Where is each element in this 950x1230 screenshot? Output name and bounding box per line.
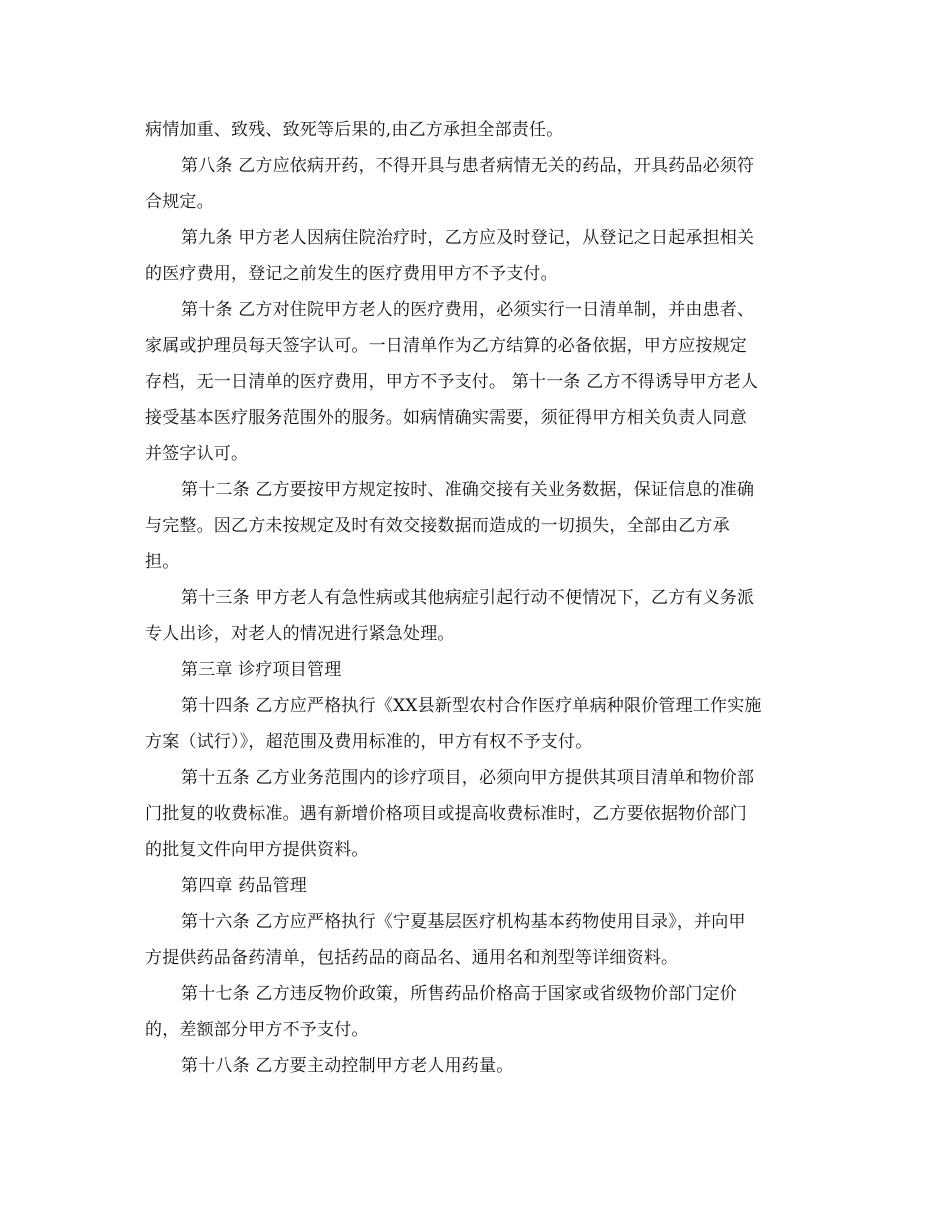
text-line: 的批复文件向甲方提供资料。 <box>145 840 369 860</box>
text-line: 第四章 药品管理 <box>181 876 308 896</box>
text-line: 存档，无一日清单的医疗费用，甲方不予支付。 第十一条 乙方不得诱导甲方老人 <box>145 372 759 392</box>
text-line: 专人出诊，对老人的情况进行紧急处理。 <box>145 624 455 644</box>
text-line: 第十四条 乙方应严格执行《XX县新型农村合作医疗单病种限价管理工作实施 <box>181 696 762 716</box>
text-line: 的医疗费用，登记之前发生的医疗费用甲方不予支付。 <box>145 264 558 284</box>
text-line: 家属或护理员每天签字认可。一日清单作为乙方结算的必备依据，甲方应按规定 <box>145 336 747 356</box>
text-line: 第十条 乙方对住院甲方老人的医疗费用，必须实行一日清单制，并由患者、 <box>181 300 755 320</box>
text-line: 方提供药品备药清单，包括药品的商品名、通用名和剂型等详细资料。 <box>145 948 679 968</box>
text-line: 门批复的收费标准。遇有新增价格项目或提高收费标准时，乙方要依据物价部门 <box>145 804 747 824</box>
text-line: 病情加重、致残、致死等后果的,由乙方承担全部责任。 <box>145 120 564 140</box>
text-line: 第十六条 乙方应严格执行《宁夏基层医疗机构基本药物使用目录》，并向甲 <box>181 912 746 932</box>
text-line: 担。 <box>145 552 180 572</box>
text-line: 与完整。因乙方未按规定及时有效交接数据而造成的一切损失，全部由乙方承 <box>145 516 730 536</box>
text-line: 的，差额部分甲方不予支付。 <box>145 1020 369 1040</box>
text-line: 合规定。 <box>145 192 214 212</box>
text-line: 第十三条 甲方老人有急性病或其他病症引起行动不便情况下，乙方有义务派 <box>181 588 755 608</box>
text-line: 并签字认可。 <box>145 444 249 464</box>
text-line: 第九条 甲方老人因病住院治疗时，乙方应及时登记，从登记之日起承担相关 <box>181 228 755 248</box>
text-line: 第八条 乙方应依病开药，不得开具与患者病情无关的药品，开具药品必须符 <box>181 156 755 176</box>
text-line: 接受基本医疗服务范围外的服务。如病情确实需要，须征得甲方相关负责人同意 <box>145 408 747 428</box>
text-line: 方案（试行）》，超范围及费用标准的，甲方有权不予支付。 <box>145 732 593 752</box>
text-line: 第十七条 乙方违反物价政策，所售药品价格高于国家或省级物价部门定价 <box>181 984 738 1004</box>
text-line: 第十五条 乙方业务范围内的诊疗项目，必须向甲方提供其项目清单和物价部 <box>181 768 755 788</box>
document-body <box>145 112 810 1084</box>
text-line: 第十二条 乙方要按甲方规定按时、准确交接有关业务数据，保证信息的准确 <box>181 480 755 500</box>
text-line: 第三章 诊疗项目管理 <box>181 660 342 680</box>
text-line: 第十八条 乙方要主动控制甲方老人用药量。 <box>181 1056 514 1076</box>
